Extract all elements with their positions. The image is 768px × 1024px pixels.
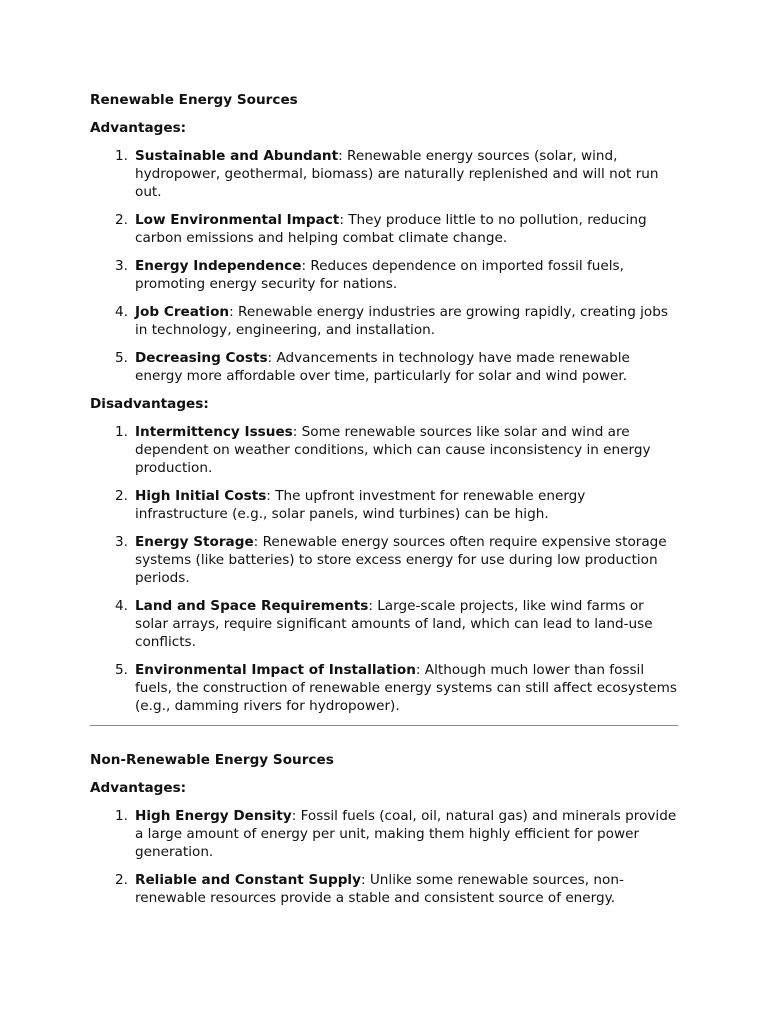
item-text: : The upfront investment for renewable energy infrastructure (e.g., solar panels, wind turbines) can be high.: [135, 488, 586, 522]
list-item: [90, 807, 678, 861]
item-title: Low Environmental Impact: [135, 212, 340, 228]
list-item: [90, 423, 678, 477]
list-item: [90, 533, 678, 587]
item-title: Energy Independence: [135, 258, 302, 274]
item-text: : They produce little to no pollution, reducing carbon emissions and helping combat climate change.: [135, 212, 647, 246]
nonrenewable-section-title: Non-Renewable Energy Sources: [90, 752, 334, 768]
list-number: 2.: [115, 488, 128, 504]
list-number: 1.: [115, 148, 128, 164]
item-title: Decreasing Costs: [135, 350, 268, 366]
list-item: [90, 487, 678, 523]
list-number: 3.: [115, 258, 128, 274]
list-number: 5.: [115, 350, 128, 366]
item-title: Intermittency Issues: [135, 424, 293, 440]
list-item: [90, 871, 678, 907]
item-title: Sustainable and Abundant: [135, 148, 339, 164]
list-number: 1.: [115, 808, 128, 824]
item-title: Environmental Impact of Installation: [135, 662, 416, 678]
item-title: Reliable and Constant Supply: [135, 872, 361, 888]
nonrenewable-advantages-heading: Advantages:: [90, 780, 187, 796]
section-divider: [90, 725, 678, 726]
item-text: : Renewable energy industries are growing rapidly, creating jobs in technology, engineering, and installation.: [135, 304, 668, 338]
list-number: 2.: [115, 872, 128, 888]
list-item: [90, 303, 678, 339]
item-title: Job Creation: [135, 304, 230, 320]
item-text: : Although much lower than fossil fuels, the construction of renewable energy systems can still affect ecosystems (e.g., damming rivers for hydropower).: [135, 662, 677, 714]
renewable-disadvantages-list: [90, 423, 678, 715]
renewable-advantages-heading: Advantages:: [90, 120, 187, 136]
item-text: : Reduces dependence on imported fossil fuels, promoting energy security for nations.: [135, 258, 624, 292]
list-item: [90, 597, 678, 651]
item-text: : Unlike some renewable sources, non-renewable resources provide a stable and consistent source of energy.: [135, 872, 624, 906]
list-item: [90, 661, 678, 715]
item-text: : Renewable energy sources (solar, wind, hydropower, geothermal, biomass) are naturally replenished and will not run out.: [135, 148, 659, 200]
renewable-section-title: Renewable Energy Sources: [90, 92, 298, 108]
item-text: : Renewable energy sources often require expensive storage systems (like batteries) to store excess energy for use during low production periods.: [135, 534, 667, 586]
list-item: [90, 349, 678, 385]
list-number: 5.: [115, 662, 128, 678]
renewable-disadvantages-heading: Disadvantages:: [90, 396, 209, 412]
list-number: 4.: [115, 304, 128, 320]
item-title: High Energy Density: [135, 808, 292, 824]
list-number: 3.: [115, 534, 128, 550]
item-text: : Advancements in technology have made renewable energy more affordable over time, particularly for solar and wind power.: [135, 350, 630, 384]
item-text: : Large-scale projects, like wind farms or solar arrays, require significant amounts of land, which can lead to land-use conflicts.: [135, 598, 653, 650]
item-title: Land and Space Requirements: [135, 598, 369, 614]
item-text: : Some renewable sources like solar and wind are dependent on weather conditions, which can cause inconsistency in energy production.: [135, 424, 651, 476]
list-number: 1.: [115, 424, 128, 440]
list-number: 4.: [115, 598, 128, 614]
renewable-advantages-list: [90, 147, 678, 385]
list-item: [90, 147, 678, 201]
list-item: [90, 211, 678, 247]
list-number: 2.: [115, 212, 128, 228]
item-title: Energy Storage: [135, 534, 254, 550]
item-title: High Initial Costs: [135, 488, 267, 504]
list-item: [90, 257, 678, 293]
nonrenewable-advantages-list: [90, 807, 678, 907]
item-text: : Fossil fuels (coal, oil, natural gas) and minerals provide a large amount of energy per unit, making them highly efficient for power generation.: [135, 808, 677, 860]
